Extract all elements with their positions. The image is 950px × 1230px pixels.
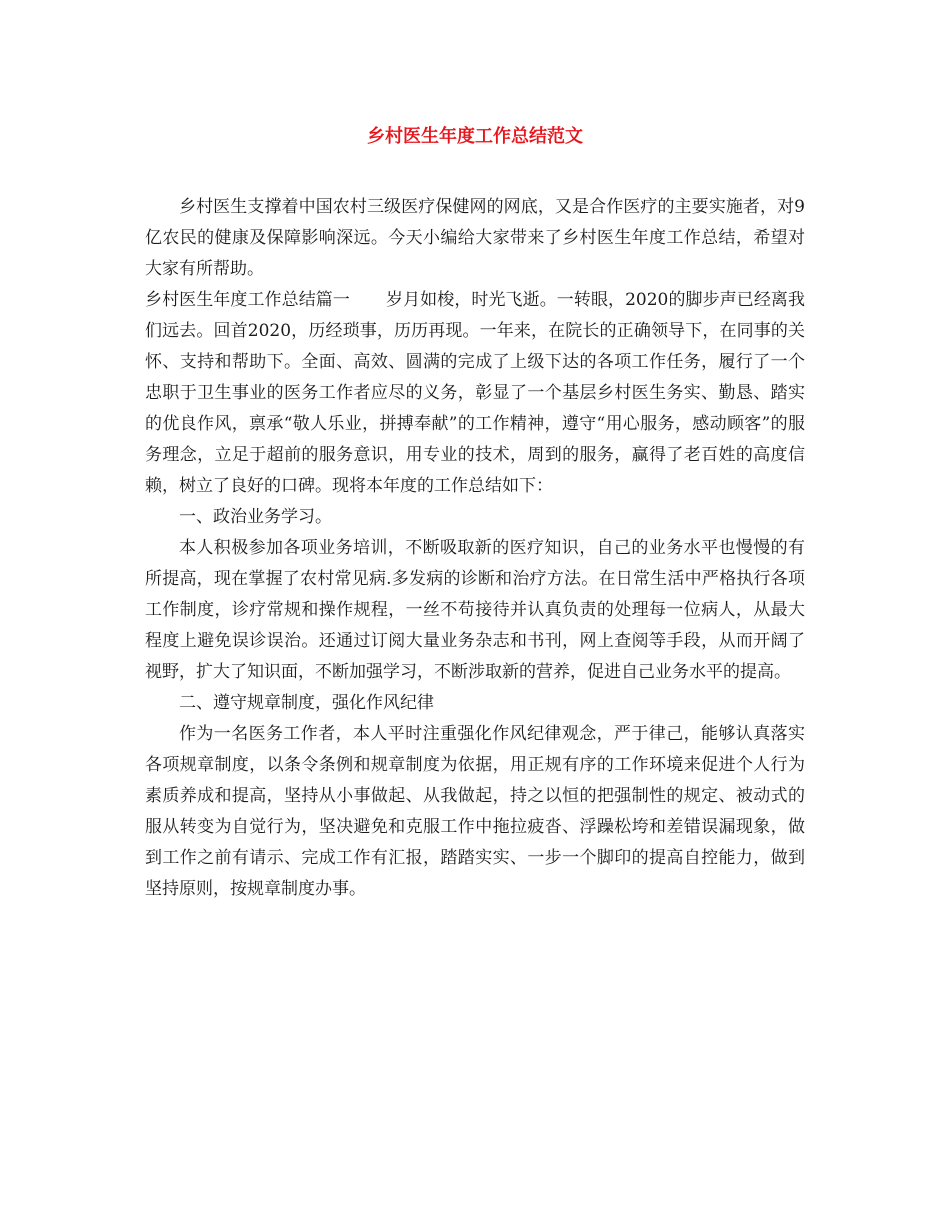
section-text: 岁月如梭，时光飞逝。一转眼，2020的脚步声已经离我们远去。回首2020，历经琐事，历历再现。一年来，在院长的正确领导下，在同事的关怀、支持和帮助下。全面、高效、圆满的完成了上级下达的各项工作任务，履行了一个忠职于卫生事业的医务工作者应尽的义务，彰显了一个基层乡村医生务实、勤恳、踏实的优良作风，禀承“敬人乐业，拼搏奉献”的工作精神，遵守“用心服务，感动顾客”的服务理念，立足于超前的服务意识，用专业的技术，周到的服务，赢得了老百姓的高度信赖，树立了良好的口碑。现将本年度的工作总结如下： [145, 290, 805, 496]
heading-politics-study: 一、政治业务学习。 [179, 507, 332, 527]
document-body [145, 192, 805, 905]
section-paragraph [145, 285, 805, 502]
heading-rules-discipline: 二、遵守规章制度，强化作风纪律 [179, 693, 434, 713]
intro-paragraph: 乡村医生支撑着中国农村三级医疗保健网的网底，又是合作医疗的主要实施者，对9亿农民的健康及保障影响深远。今天小编给大家带来了乡村医生年度工作总结，希望对大家有所帮助。 [145, 197, 805, 279]
paragraph-rules-discipline: 作为一名医务工作者，本人平时注重强化作风纪律观念，严于律己，能够认真落实各项规章制度，以条令条例和规章制度为依据，用正规有序的工作环境来促进个人行为素质养成和提高，坚持从小事做起、从我做起，持之以恒的把强制性的规定、被动式的服从转变为自觉行为，坚决避免和克服工作中拖拉疲沓、浮躁松垮和差错误漏现象，做到工作之前有请示、完成工作有汇报，踏踏实实、一步一个脚印的提高自控能力，做到坚持原则，按规章制度办事。 [145, 724, 805, 899]
document-title: 乡村医生年度工作总结范文 [367, 126, 583, 147]
section-heading: 乡村医生年度工作总结篇一 [145, 290, 350, 310]
paragraph-politics-study: 本人积极参加各项业务培训，不断吸取新的医疗知识，自己的业务水平也慢慢的有所提高，现在掌握了农村常见病.多发病的诊断和治疗方法。在日常生活中严格执行各项工作制度，诊疗常规和操作规程，一丝不苟接待并认真负责的处理每一位病人，从最大程度上避免误诊误治。还通过订阅大量业务杂志和书刊，网上查阅等手段，从而开阔了视野，扩大了知识面，不断加强学习，不断涉取新的营养，促进自己业务水平的提高。 [145, 538, 805, 682]
